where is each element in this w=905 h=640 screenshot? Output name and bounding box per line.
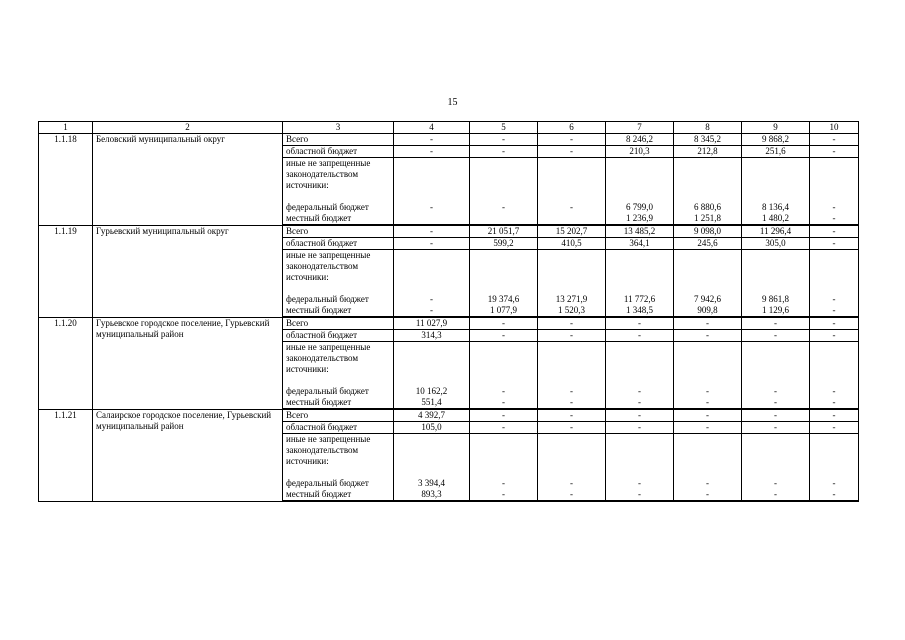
local-value	[397, 213, 466, 224]
header-cell: 1	[39, 122, 93, 134]
regional-value: 410,5	[538, 238, 606, 250]
header-cell: 5	[470, 122, 538, 134]
federal-value: -	[570, 386, 573, 396]
local-label: местный бюджет	[286, 305, 352, 315]
local-value: 1 236,9	[626, 213, 653, 223]
total-value: -	[810, 226, 859, 238]
total-value: -	[674, 410, 742, 422]
total-value: -	[470, 134, 538, 146]
local-value: 1 077,9	[490, 305, 517, 315]
local-value: 909,8	[697, 305, 718, 315]
federal-value: -	[706, 386, 709, 396]
regional-label: областной бюджет	[283, 238, 394, 250]
federal-value: -	[774, 386, 777, 396]
row-municipality: Гурьевский муниципальный округ	[93, 226, 283, 318]
header-cell: 10	[810, 122, 859, 134]
total-value: -	[538, 134, 606, 146]
local-value: -	[832, 213, 836, 223]
total-label: Всего	[283, 318, 394, 330]
regional-value: -	[538, 330, 606, 342]
row-municipality: Беловский муниципальный округ	[93, 134, 283, 226]
federal-value: -	[570, 478, 573, 488]
total-value: 11 027,9	[394, 318, 470, 330]
federal-value: -	[430, 294, 433, 304]
total-value: -	[606, 410, 674, 422]
regional-label: областной бюджет	[283, 330, 394, 342]
federal-value: -	[502, 478, 505, 488]
total-value: -	[810, 410, 859, 422]
federal-value: 7 942,6	[694, 294, 721, 304]
regional-value: -	[470, 330, 538, 342]
total-value: 9 868,2	[742, 134, 810, 146]
federal-value: -	[638, 386, 641, 396]
regional-label: областной бюджет	[283, 422, 394, 434]
total-value: 8 246,2	[606, 134, 674, 146]
local-value: -	[706, 397, 709, 407]
federal-value: 13 271,9	[555, 294, 588, 304]
local-value	[541, 213, 602, 224]
local-label: местный бюджет	[286, 213, 352, 223]
federal-value: 6 799,0	[626, 202, 653, 212]
local-value: 551,4	[421, 397, 442, 407]
local-value: 1 520,3	[558, 305, 585, 315]
local-value: -	[570, 489, 573, 499]
total-value: -	[742, 410, 810, 422]
total-label: Всего	[283, 226, 394, 238]
federal-value: 3 394,4	[418, 478, 445, 488]
regional-value: -	[470, 146, 538, 158]
local-value: -	[832, 397, 836, 407]
header-cell: 8	[674, 122, 742, 134]
regional-value: -	[606, 422, 674, 434]
table-row	[39, 226, 859, 238]
header-cell: 3	[283, 122, 394, 134]
regional-value: -	[810, 238, 859, 250]
regional-value: -	[810, 422, 859, 434]
regional-value: 251,6	[742, 146, 810, 158]
header-cell: 4	[394, 122, 470, 134]
regional-value: -	[810, 146, 859, 158]
federal-value: -	[502, 386, 505, 396]
regional-value: 364,1	[606, 238, 674, 250]
total-value: -	[394, 134, 470, 146]
local-value: -	[430, 305, 433, 315]
federal-value: -	[774, 478, 777, 488]
regional-value: 210,3	[606, 146, 674, 158]
local-value: -	[502, 489, 505, 499]
total-value: 13 485,2	[606, 226, 674, 238]
total-value: -	[394, 226, 470, 238]
local-value: -	[502, 397, 505, 407]
header-cell: 2	[93, 122, 283, 134]
local-value: -	[706, 489, 709, 499]
other-sources-label: иные не запрещенные законодательством источники:	[286, 342, 371, 374]
row-code: 1.1.19	[39, 226, 93, 318]
total-value: -	[538, 410, 606, 422]
local-label: местный бюджет	[286, 489, 352, 499]
federal-value: -	[832, 478, 836, 488]
total-value: 11 296,4	[742, 226, 810, 238]
total-value: 21 051,7	[470, 226, 538, 238]
federal-label: федеральный бюджет	[286, 386, 369, 396]
header-row	[39, 122, 859, 134]
table-row	[39, 410, 859, 422]
other-sources-label: иные не запрещенные законодательством источники:	[286, 250, 371, 282]
other-sources-label: иные не запрещенные законодательством источники:	[286, 434, 371, 466]
federal-value: -	[832, 294, 836, 304]
local-value: -	[570, 397, 573, 407]
regional-value: 105,0	[394, 422, 470, 434]
regional-value: -	[810, 330, 859, 342]
local-value: -	[832, 489, 836, 499]
regional-value: -	[394, 146, 470, 158]
local-value	[473, 213, 534, 224]
regional-value: 314,3	[394, 330, 470, 342]
regional-value: -	[394, 238, 470, 250]
federal-value: 9 861,8	[762, 294, 789, 304]
local-value: 1 251,8	[694, 213, 721, 223]
regional-label: областной бюджет	[283, 146, 394, 158]
total-value: -	[470, 410, 538, 422]
total-value: 9 098,0	[674, 226, 742, 238]
local-value: -	[774, 489, 777, 499]
total-value: -	[470, 318, 538, 330]
regional-value: 599,2	[470, 238, 538, 250]
local-value: 1 348,5	[626, 305, 653, 315]
row-code: 1.1.20	[39, 318, 93, 410]
regional-value: -	[742, 422, 810, 434]
federal-value: 19 374,6	[487, 294, 520, 304]
total-value: -	[810, 134, 859, 146]
regional-value: 212,8	[674, 146, 742, 158]
regional-value: -	[674, 330, 742, 342]
local-value: 1 480,2	[762, 213, 789, 223]
federal-value: 6 880,6	[694, 202, 721, 212]
federal-value: 8 136,4	[762, 202, 789, 212]
regional-value: -	[470, 422, 538, 434]
regional-value: 305,0	[742, 238, 810, 250]
page-number: 15	[447, 97, 458, 108]
total-value: -	[810, 318, 859, 330]
table-row	[39, 318, 859, 330]
row-municipality: Гурьевское городское поселение, Гурьевский муниципальный район	[93, 318, 283, 410]
regional-value: 245,6	[674, 238, 742, 250]
local-value: -	[638, 489, 641, 499]
federal-value: -	[502, 202, 505, 212]
federal-label: федеральный бюджет	[286, 202, 369, 212]
row-municipality: Салаирское городское поселение, Гурьевский муниципальный район	[93, 410, 283, 502]
local-value: -	[832, 305, 836, 315]
regional-value: -	[674, 422, 742, 434]
total-value: 8 345,2	[674, 134, 742, 146]
local-value: -	[774, 397, 777, 407]
total-value: 4 392,7	[394, 410, 470, 422]
table-row	[39, 134, 859, 146]
header-cell: 6	[538, 122, 606, 134]
regional-value: -	[538, 146, 606, 158]
federal-label: федеральный бюджет	[286, 294, 369, 304]
federal-value: -	[570, 202, 573, 212]
local-value: -	[638, 397, 641, 407]
federal-value: -	[706, 478, 709, 488]
federal-value: -	[638, 478, 641, 488]
regional-value: -	[538, 422, 606, 434]
local-label: местный бюджет	[286, 397, 352, 407]
other-sources-label: иные не запрещенные законодательством источники:	[286, 158, 371, 190]
row-code: 1.1.21	[39, 410, 93, 502]
total-value: -	[606, 318, 674, 330]
federal-label: федеральный бюджет	[286, 478, 369, 488]
total-value: -	[674, 318, 742, 330]
total-label: Всего	[283, 410, 394, 422]
federal-value: 10 162,2	[415, 386, 448, 396]
federal-value: 11 772,6	[623, 294, 656, 304]
local-value: 893,3	[421, 489, 442, 499]
budget-table	[38, 121, 859, 502]
total-value: -	[742, 318, 810, 330]
regional-value: -	[606, 330, 674, 342]
total-label: Всего	[283, 134, 394, 146]
total-value: -	[538, 318, 606, 330]
total-value: 15 202,7	[538, 226, 606, 238]
regional-value: -	[742, 330, 810, 342]
header-cell: 9	[742, 122, 810, 134]
row-code: 1.1.18	[39, 134, 93, 226]
federal-value: -	[832, 386, 836, 396]
federal-value: -	[832, 202, 836, 212]
federal-value: -	[430, 202, 433, 212]
local-value: 1 129,6	[762, 305, 789, 315]
header-cell: 7	[606, 122, 674, 134]
